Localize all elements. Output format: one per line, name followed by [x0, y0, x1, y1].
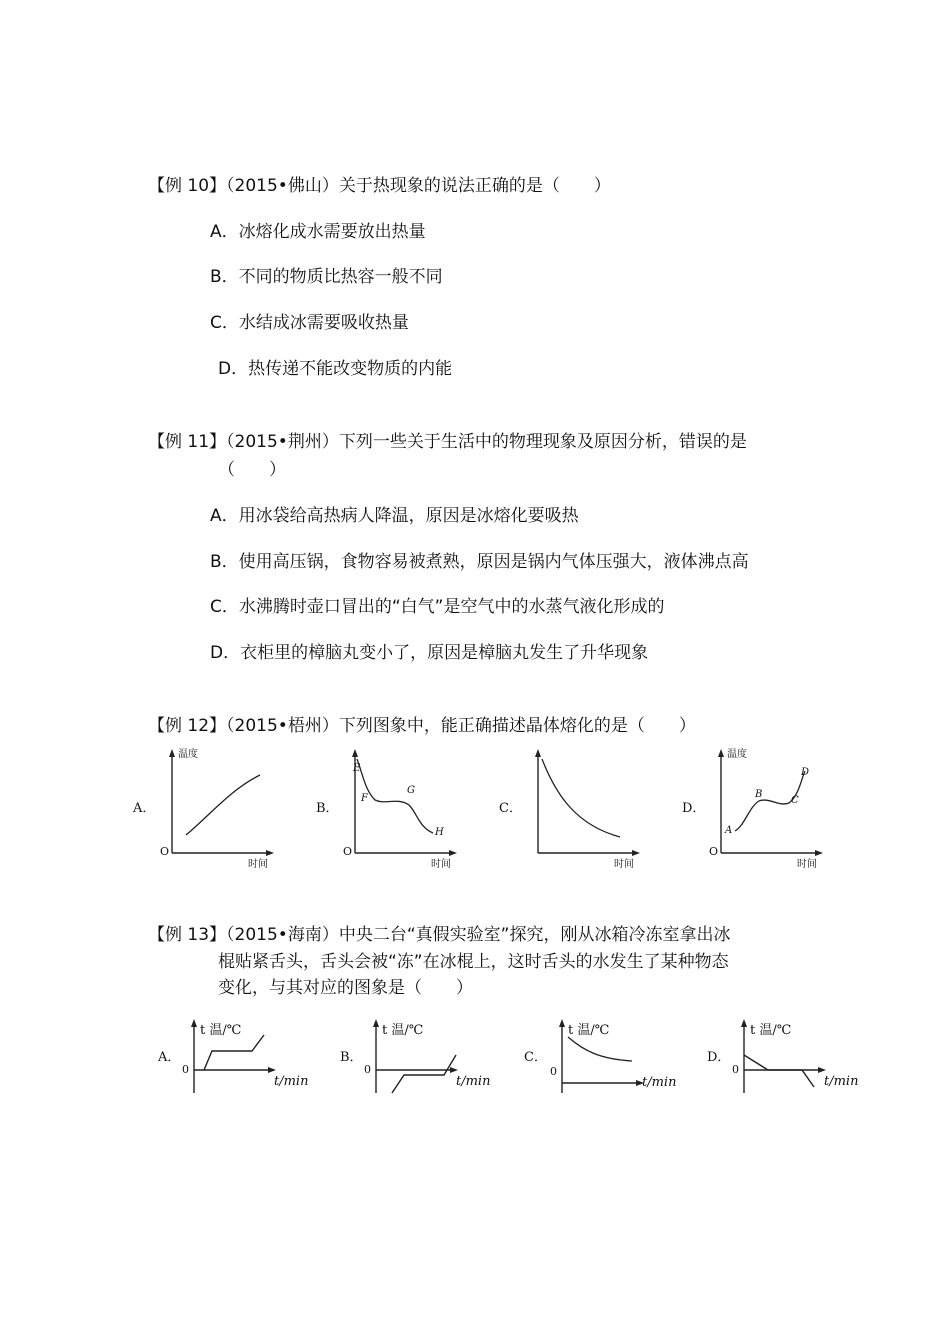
- q11-option-a: A．用冰袋给高热病人降温，原因是冰熔化要吸热: [210, 506, 579, 526]
- q10-option-b: B．不同的物质比热容一般不同: [210, 267, 443, 287]
- q12-graph-d-xaxis: 时间: [797, 859, 817, 870]
- q13-graph-c-origin: 0: [550, 1065, 557, 1078]
- q13-graph-d-xaxis: t/min: [824, 1074, 859, 1089]
- q13-graph-c: [544, 1015, 684, 1095]
- q11-option-d: D．衣柜里的樟脑丸变小了，原因是樟脑丸发生了升华现象: [210, 643, 649, 663]
- q12-graph-a-origin: O: [160, 845, 170, 858]
- q13-graph-a-yaxis: t 温/℃: [200, 1023, 242, 1038]
- q12-graph-b-point-g: G: [407, 785, 415, 796]
- q13-graph-d-label: D．: [707, 1050, 731, 1065]
- q13-graph-a-origin: 0: [182, 1063, 189, 1076]
- q13-graph-d-origin: 0: [732, 1063, 739, 1076]
- q13-graph-b-yaxis: t 温/℃: [382, 1023, 424, 1038]
- q12-graph-d-label: D．: [682, 801, 706, 816]
- q13-graph-c-label: C．: [524, 1050, 547, 1065]
- q12-graph-d-point-d: D: [801, 767, 810, 778]
- q13-header: 【例 13】（2015•海南）中央二台“真假实验室”探究，刚从冰箱冷冻室拿出冰: [148, 925, 731, 945]
- q13-graph-a: [176, 1015, 316, 1095]
- q13-graph-c-yaxis: t 温/℃: [568, 1023, 610, 1038]
- q11-option-b: B．使用高压锅，食物容易被煮熟，原因是锅内气体压强大，液体沸点高: [210, 552, 749, 572]
- q12-graph-b-label: B．: [316, 801, 339, 816]
- q13-graph-b-label: B．: [340, 1050, 363, 1065]
- q11-header-cont: （ ）: [218, 460, 286, 480]
- q13-graph-c-xaxis: t/min: [642, 1075, 677, 1090]
- q12-graph-d-point-c: C: [791, 795, 799, 806]
- q12-graph-a: [150, 745, 280, 870]
- q13-line-2: 变化，与其对应的图象是（ ）: [218, 978, 473, 998]
- q12-graph-b-point-e: E: [353, 763, 361, 774]
- q13-graph-b-origin: 0: [364, 1063, 371, 1076]
- q10-option-a: A．冰熔化成水需要放出热量: [210, 222, 426, 242]
- q10-option-d: D．热传递不能改变物质的内能: [218, 359, 453, 379]
- q12-header: 【例 12】（2015•梧州）下列图象中，能正确描述晶体熔化的是（ ）: [148, 716, 696, 736]
- q12-graph-a-yaxis: 温度: [178, 749, 198, 760]
- q13-graph-b: [358, 1015, 498, 1095]
- q12-graph-d-point-a: A: [725, 825, 733, 836]
- q11-option-c: C．水沸腾时壶口冒出的“白气”是空气中的水蒸气液化形成的: [210, 597, 665, 617]
- q12-graph-c: [516, 745, 646, 870]
- q13-graph-a-label: A．: [158, 1050, 181, 1065]
- q10-option-c: C．水结成冰需要吸收热量: [210, 313, 409, 333]
- q12-graph-d: [699, 745, 829, 870]
- q10-header: 【例 10】（2015•佛山）关于热现象的说法正确的是（ ）: [148, 176, 611, 196]
- q12-graph-c-label: C．: [499, 801, 522, 816]
- q13-graph-d: [726, 1015, 866, 1095]
- q11-header: 【例 11】（2015•荆州）下列一些关于生活中的物理现象及原因分析，错误的是: [148, 432, 747, 452]
- q12-graph-a-xaxis: 时间: [248, 859, 268, 870]
- q12-graph-d-yaxis: 温度: [727, 749, 747, 760]
- q12-graph-b: [333, 745, 463, 870]
- q12-graph-d-origin: O: [709, 845, 719, 858]
- q13-graph-a-xaxis: t/min: [274, 1074, 309, 1089]
- q13-line-1: 棍贴紧舌头，舌头会被“冻”在冰棍上，这时舌头的水发生了某种物态: [218, 952, 729, 972]
- q12-graph-a-label: A．: [133, 801, 156, 816]
- q12-graph-b-xaxis: 时间: [431, 859, 451, 870]
- q12-graph-c-xaxis: 时间: [614, 859, 634, 870]
- q12-graph-d-point-b: B: [755, 789, 763, 800]
- q13-graph-d-yaxis: t 温/℃: [750, 1023, 792, 1038]
- q12-graph-b-point-f: F: [361, 793, 368, 804]
- q12-graph-b-origin: O: [343, 845, 353, 858]
- q13-graph-b-xaxis: t/min: [456, 1074, 491, 1089]
- q12-graph-b-point-h: H: [435, 827, 444, 838]
